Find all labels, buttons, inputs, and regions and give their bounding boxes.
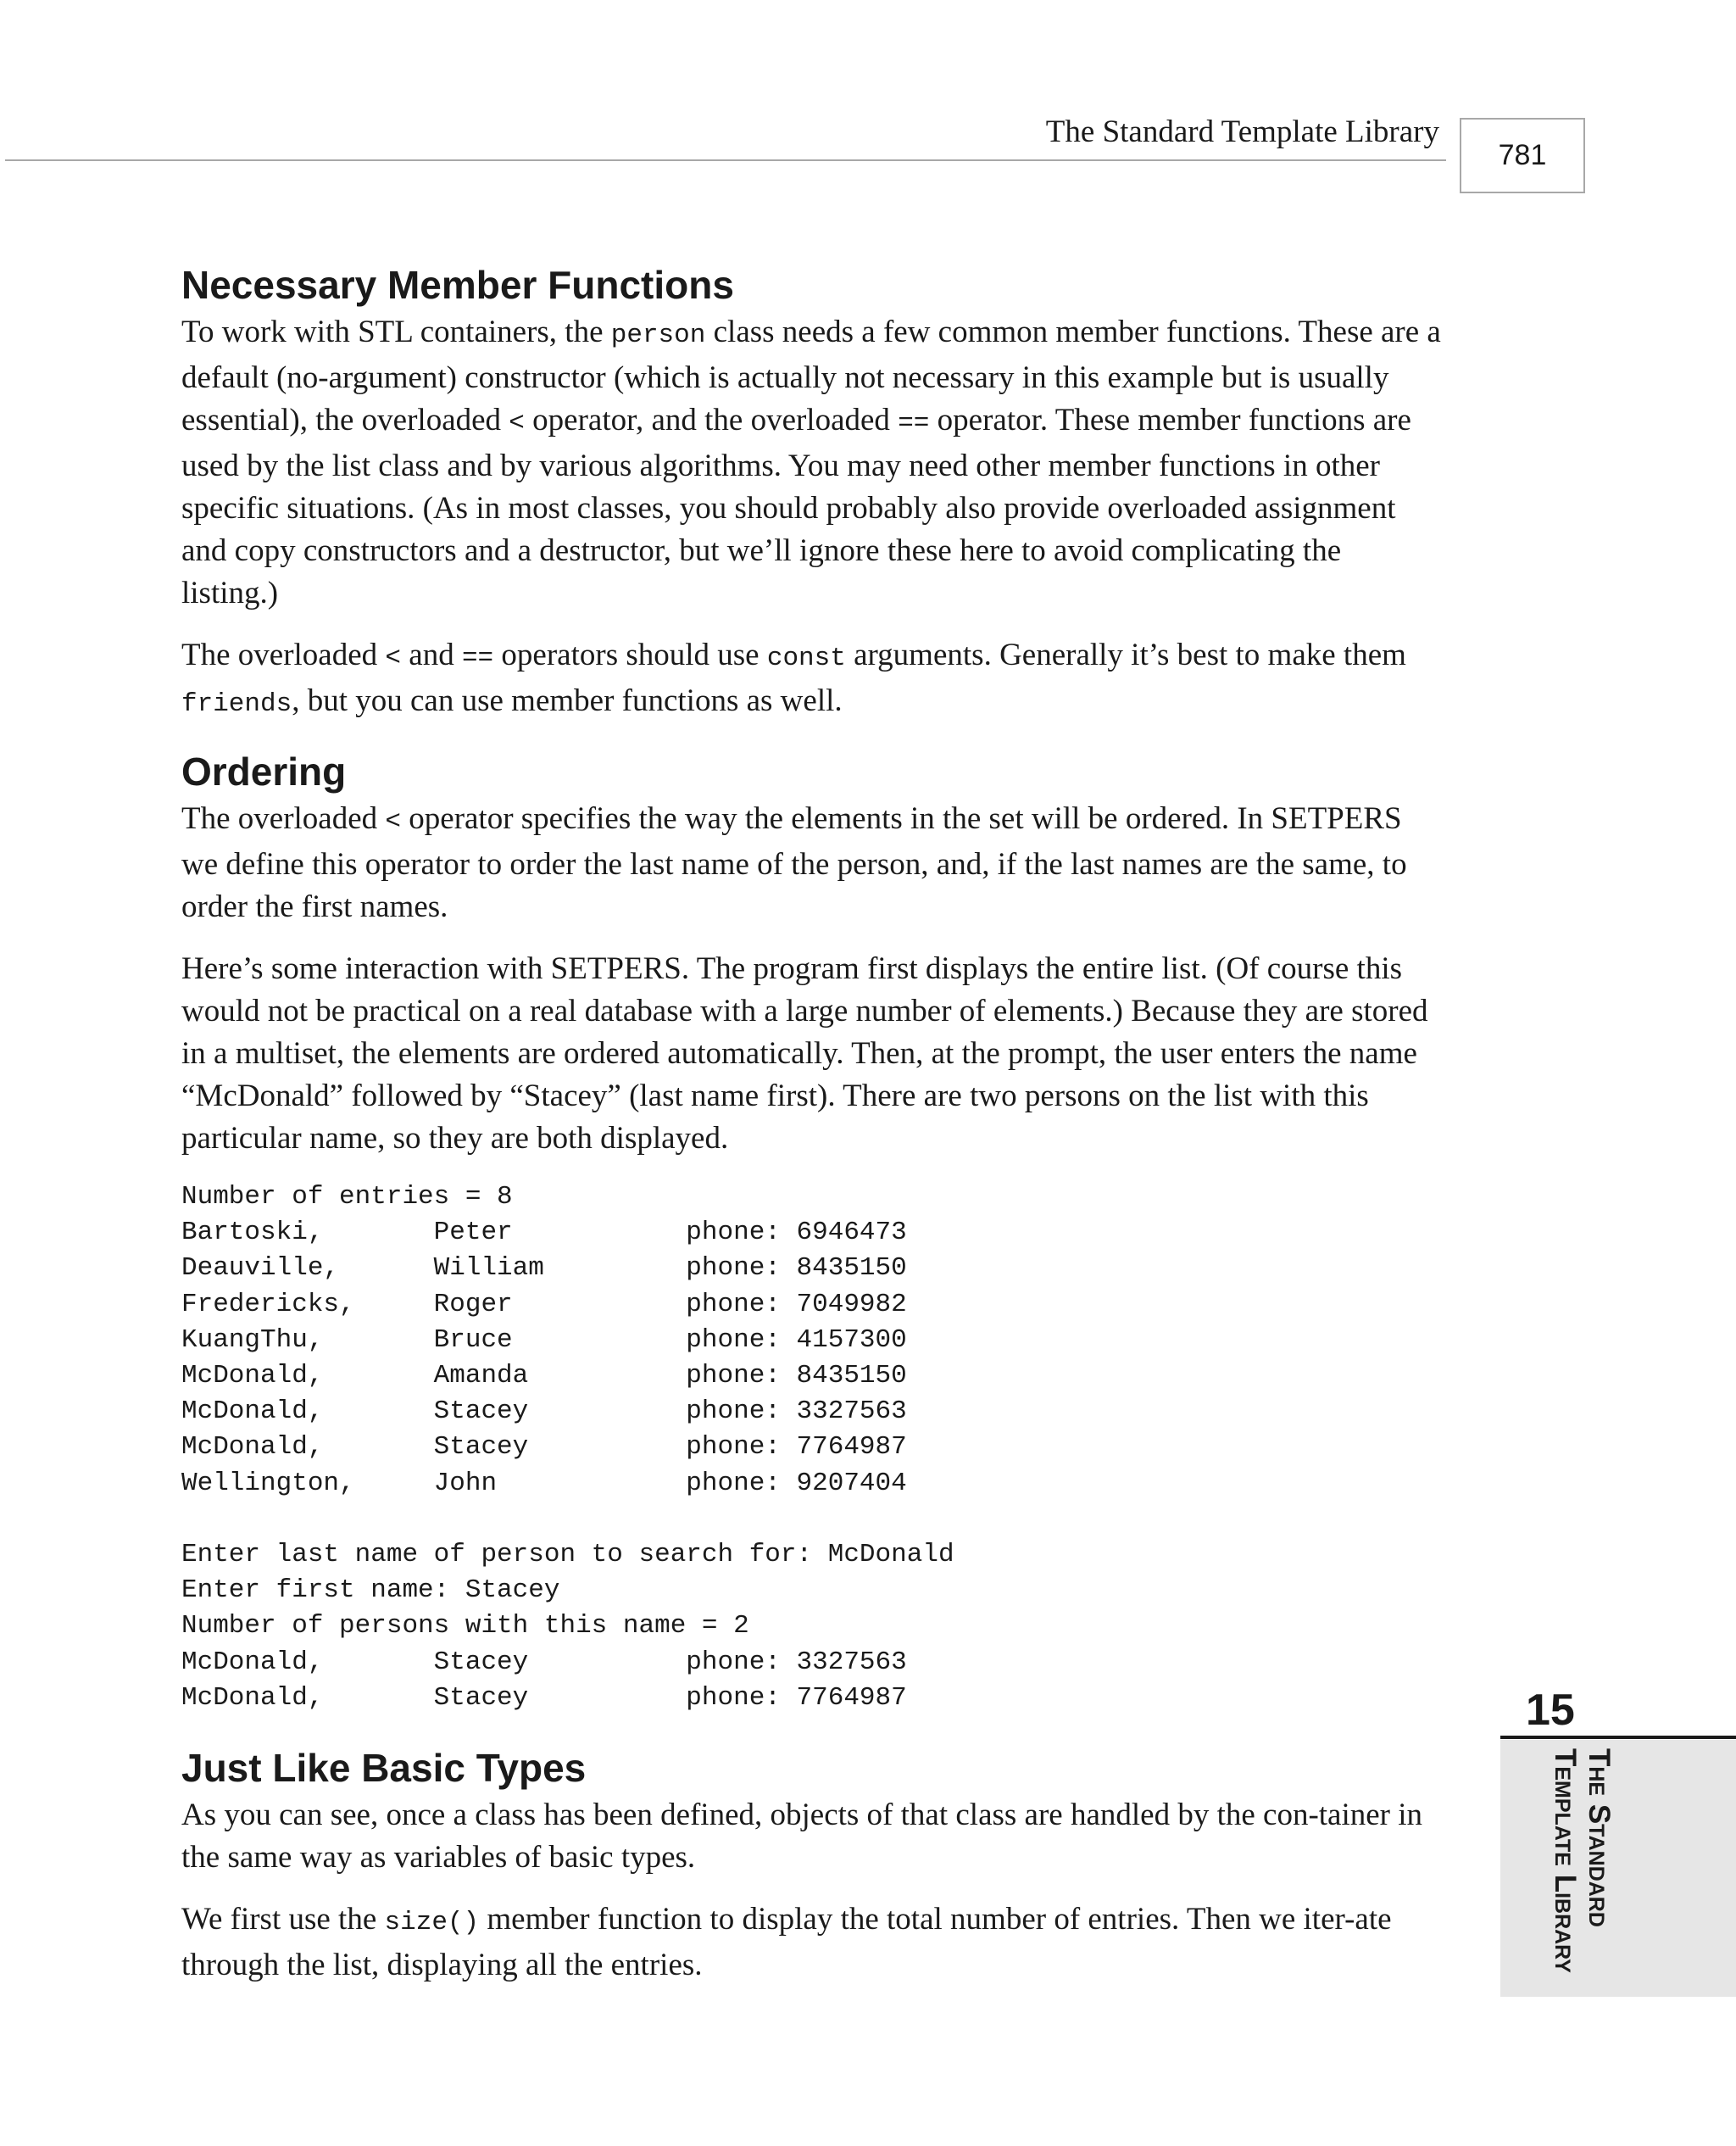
inline-code: person [610,321,706,350]
inline-code: == [898,409,930,438]
chapter-tab-rule [1500,1736,1736,1739]
inline-code: < [385,807,402,837]
inline-code: == [461,644,494,673]
program-output: Number of entries = 8 Bartoski, Peter phone: 6946473 Deauville, William phone: 8435150 Fredericks, Roger phone: 7049982 KuangThu, Bruce phone: 4157300 McDonald, Amanda phone: 8435150 McDonald, Stacey phone: 3327563 McDonald, Stacey phone: 7764987 Wellington, John phone: 9207404 Enter last name of person to search for: McDonald Enter first name: Stacey Number of persons with this name = 2 McDonald, Stacey phone: 3327563 McDonald, Stacey phone: 7764987 [181,1182,954,1713]
paragraph: To work with STL containers, the person class needs a few common member functions. These are a default (no-argument) constructor (which is actually not necessary in this example but is usually essential), the overloaded < operator, and the overloaded == operator. These member functions are used by the list class and by various algorithms. You may need other member functions in other specific situations. (As in most classes, you should probably also provide overloaded assignment and copy constructors and a destructor, but we’ll ignore these here to avoid complicating the listing.) [181,315,1441,610]
header-rule [5,159,1446,161]
chapter-tab-label [1548,1748,1616,1973]
heading-necessary-member-functions: Necessary Member Functions [181,263,734,307]
inline-code: < [509,409,525,438]
heading-just-like-basic-types: Just Like Basic Types [181,1746,587,1791]
chapter-tab-line2: Template Library [1549,1748,1582,1973]
paragraph: The overloaded < and == operators should use const arguments. Generally it’s best to make them friends, but you can use member functions as well. [181,638,1406,719]
inline-code: friends [181,689,292,719]
program-name: SETPERS [550,951,682,986]
paragraph: We first use the size() member function to display the total number of entries. Then we iter-ate through the list, displaying all the entries. [181,1902,1392,1983]
inline-code: size() [384,1908,480,1938]
page-number-box [1460,118,1585,193]
paragraph: Here’s some interaction with SETPERS. The program first displays the entire list. (Of course this would not be practical on a real database with a large number of elements.) Because they are stored in a multiset, the elements are ordered automatically. Then, at the prompt, the user enters the name “McDonald” followed by “Stacey” (last name first). There are two persons on the list with this particular name, so they are both displayed. [181,951,1428,1156]
page-number: 781 [1498,139,1547,171]
chapter-tab-line1: The Standard [1583,1748,1616,1927]
chapter-tab-background [1500,1740,1736,1997]
inline-code: const [766,644,846,673]
program-name: SETPERS [1271,801,1402,836]
heading-ordering: Ordering [181,750,347,794]
paragraph: As you can see, once a class has been defined, objects of that class are handled by the con-tainer in the same way as variables of basic types. [181,1798,1423,1876]
running-header-title: The Standard Template Library [1045,114,1439,149]
paragraph: The overloaded < operator specifies the way the elements in the set will be ordered. In SETPERS we define this operator to order the last name of the person, and, if the last names are the same, to order the first names. [181,801,1407,924]
chapter-number: 15 [1526,1686,1575,1735]
main-content [181,259,1444,2006]
inline-code: < [385,644,402,673]
